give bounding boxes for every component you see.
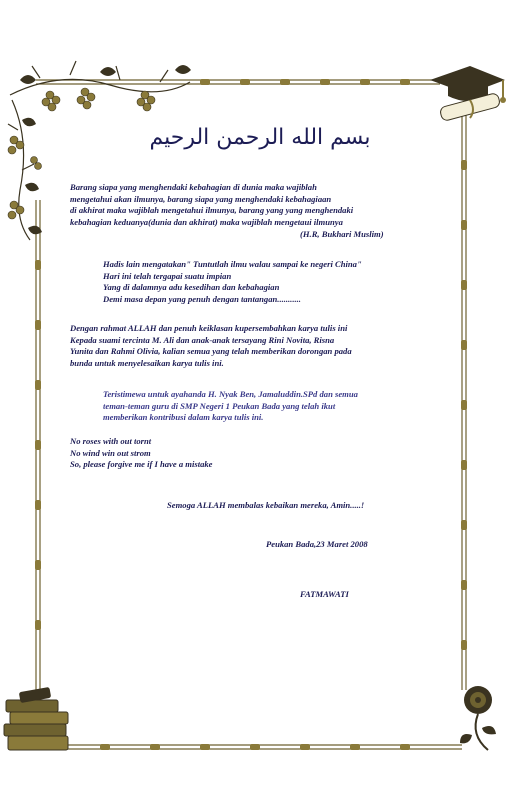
hadith-source: (H.R, Bukhari Muslim) bbox=[300, 229, 384, 239]
place-date: Peukan Bada,23 Maret 2008 bbox=[266, 539, 368, 549]
hadith-line: di akhirat maka wajiblah mengetahui ilmunya, barang yang yang menghendaki bbox=[70, 205, 354, 216]
poem-line: No roses with out tornt bbox=[70, 436, 152, 446]
hadith-line: Barang siapa yang menghendaki kebahagian di dunia maka wajiblah bbox=[70, 182, 317, 192]
dedication-line: Dengan rahmat ALLAH dan penuh keiklasan kupersembahkan karya tulis ini bbox=[70, 323, 348, 333]
dedication-line: Kepada suami tercinta M. Ali dan anak-anak tersayang Rini Novita, Risna bbox=[70, 334, 335, 345]
quote-text bbox=[103, 259, 362, 305]
hadith-line: mengetahui akan ilmunya, barang siapa yang menghendaki kebahagiaan bbox=[70, 193, 332, 204]
quote-line: Hari ini telah tergapai suatu impian bbox=[103, 270, 232, 281]
graduation-cap-icon bbox=[430, 66, 506, 122]
poem-line: No wind win out strom bbox=[70, 447, 151, 458]
quote-line: Demi masa depan yang penuh dengan tantangan........... bbox=[103, 293, 301, 304]
thanks-line: Teristimewa untuk ayahanda H. Nyak Ben, Jamaluddin.SPd dan semua bbox=[103, 389, 358, 399]
stacked-books-icon bbox=[4, 687, 68, 750]
basmala-calligraphy bbox=[150, 112, 370, 156]
thanks-line: memberikan kontribusi dalam karya tulis ini. bbox=[103, 412, 264, 423]
poem-text bbox=[70, 436, 213, 471]
thanks-text bbox=[103, 389, 358, 424]
quote-line: Hadis lain mengatakan" Tuntutlah ilmu walau sampai ke negeri China" bbox=[103, 259, 362, 269]
dedication-line: bunda untuk menyelesaikan karya tulis ini. bbox=[70, 357, 224, 368]
rose-ornament bbox=[460, 686, 496, 750]
author-name: FATMAWATI bbox=[300, 589, 349, 599]
hadith-text bbox=[70, 182, 353, 228]
dedication-line: Yunita dan Rahmi Olivia, kalian semua yang telah memberikan dorongan pada bbox=[70, 346, 352, 357]
poem-line: So, please forgive me if I have a mistake bbox=[70, 459, 213, 470]
svg-text:بسم الله الرحمن الرحيم: بسم الله الرحمن الرحيم bbox=[150, 125, 370, 150]
dedication-text bbox=[70, 323, 352, 369]
quote-line: Yang di dalamnya adu kesedihan dan kebahagian bbox=[103, 282, 280, 293]
closing-prayer: Semoga ALLAH membalas kebaikan mereka, Amin.....! bbox=[167, 500, 365, 510]
thanks-line: teman-teman guru di SMP Negeri 1 Peukan Bada yang telah ikut bbox=[103, 400, 336, 411]
hadith-line: kebahagian keduanya(dunia dan akhirat) maka wajiblah mengetaui ilmunya bbox=[70, 216, 343, 227]
